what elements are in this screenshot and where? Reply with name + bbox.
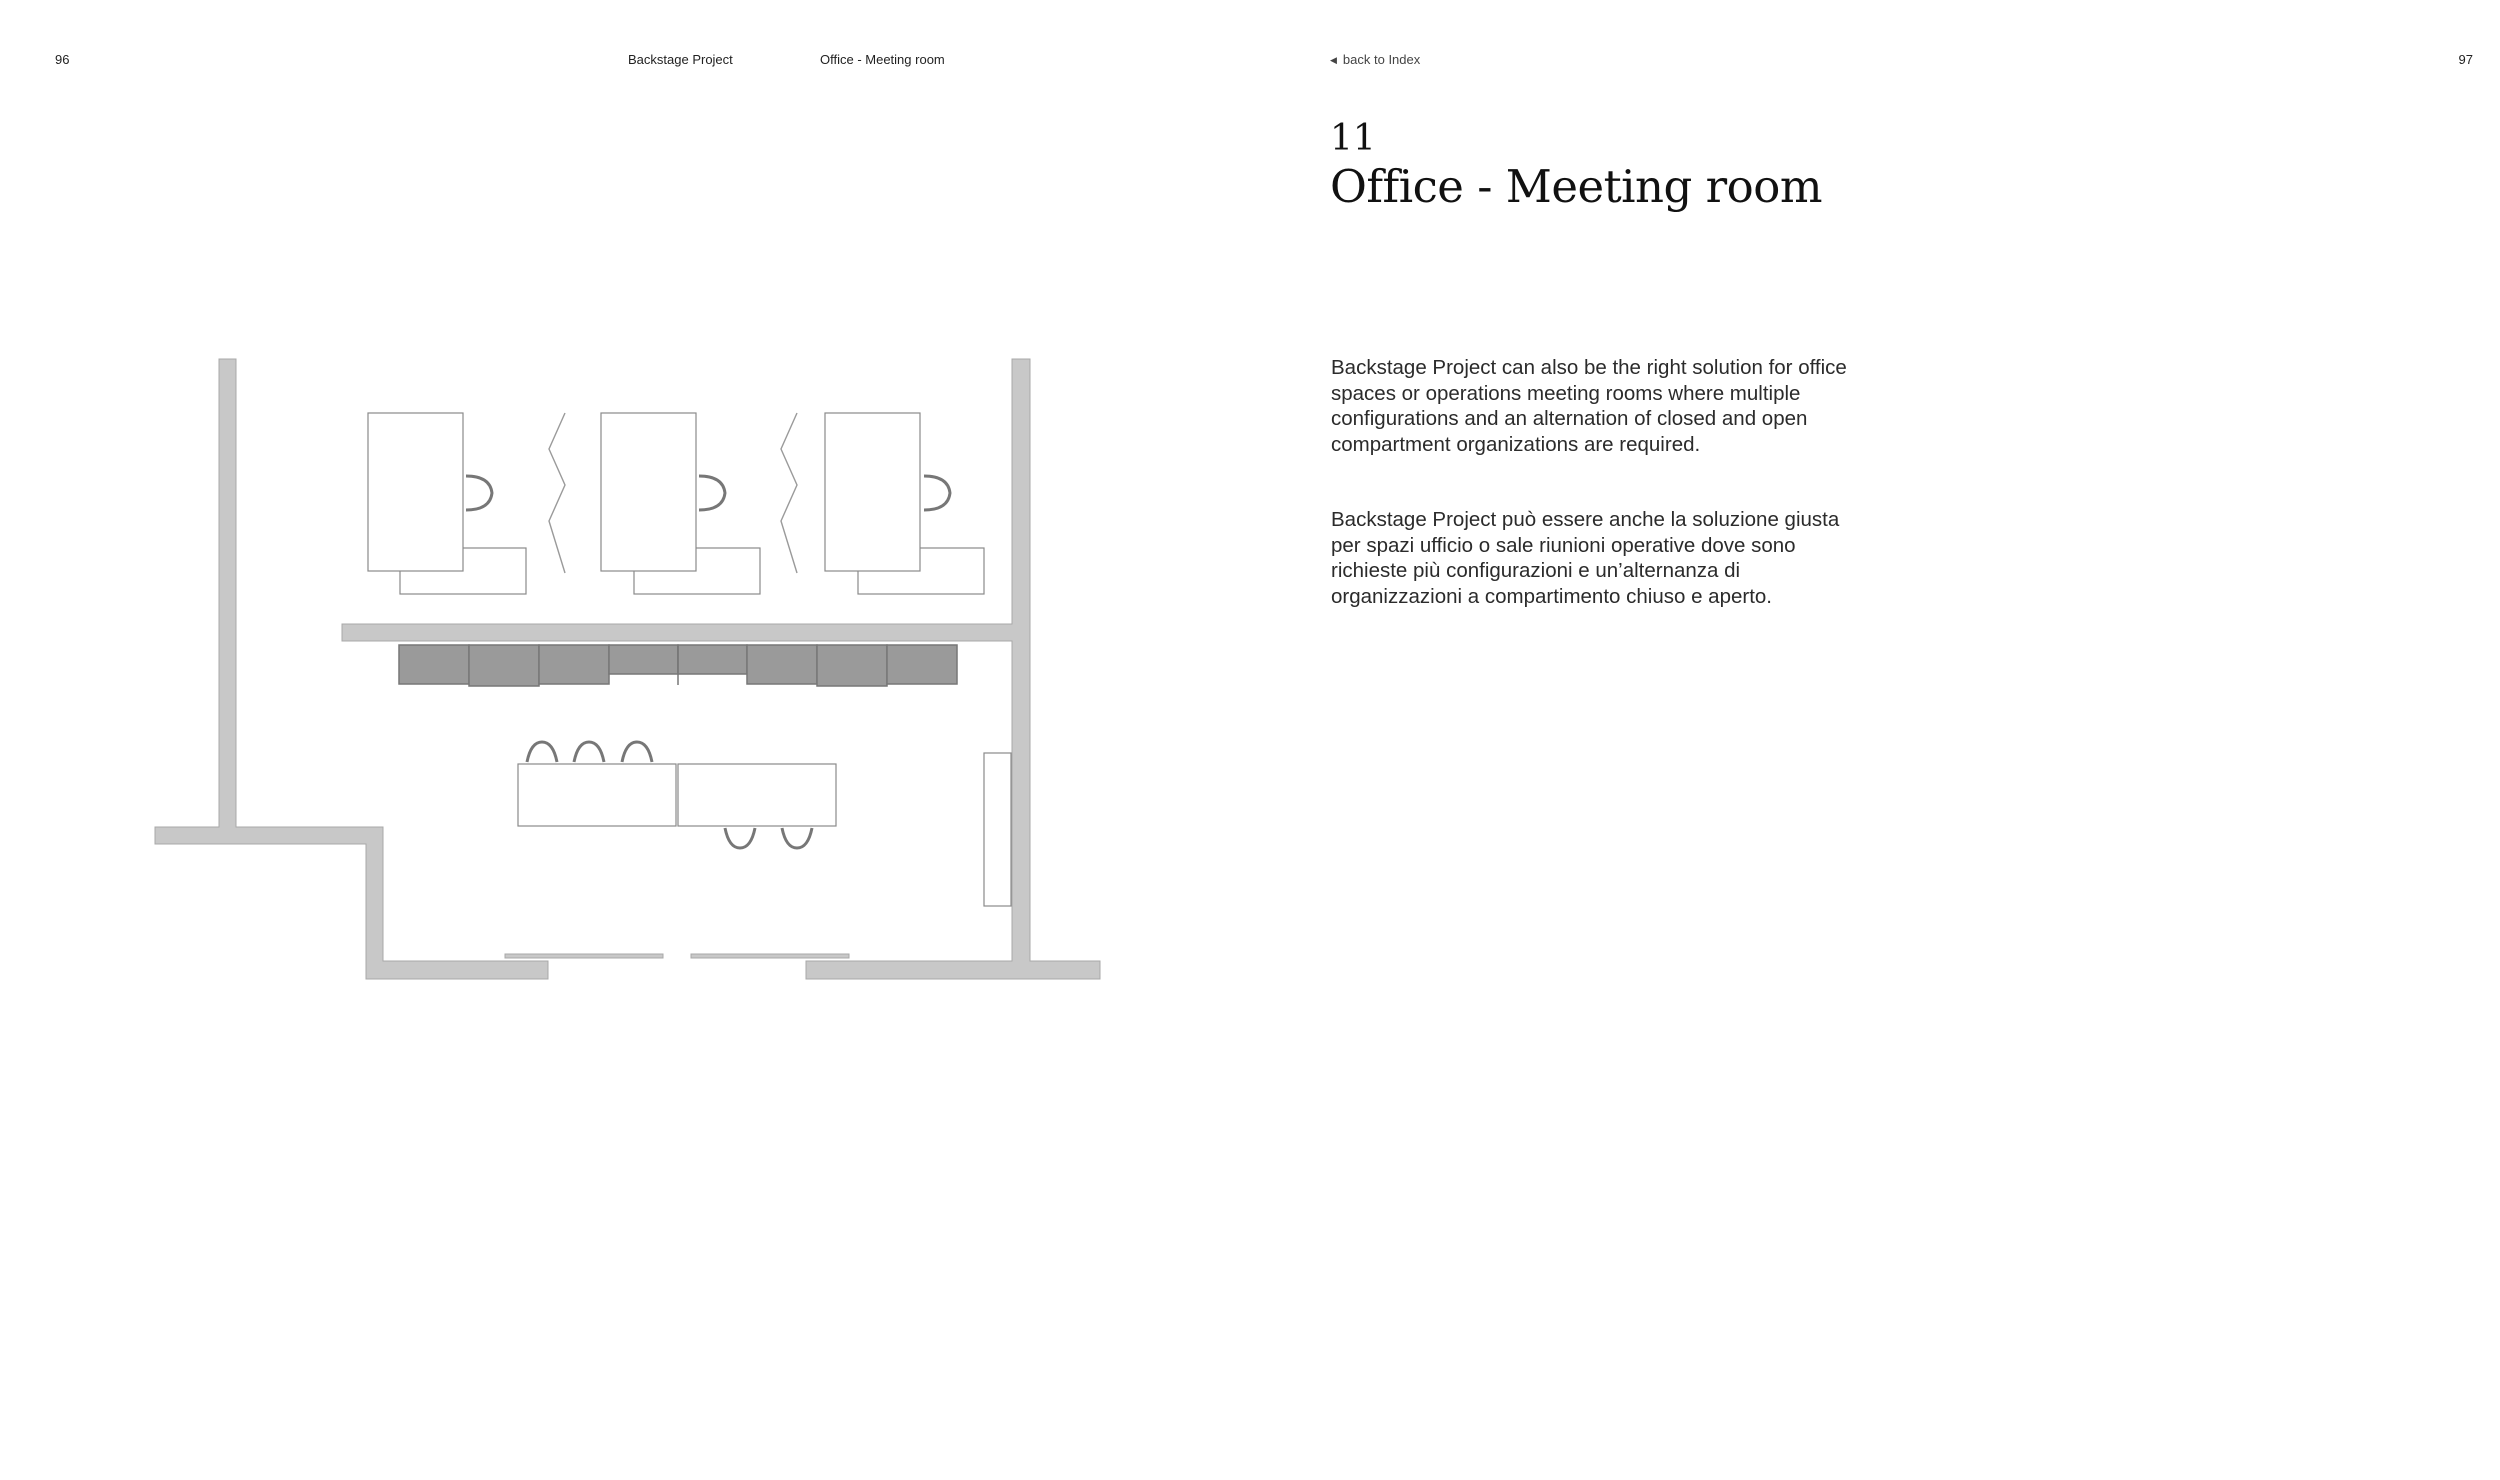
chair-2 (699, 476, 725, 510)
panel-3 (539, 645, 609, 684)
side-cabinet (984, 753, 1011, 906)
backstage-panel-row (399, 645, 957, 686)
panel-1 (399, 645, 469, 684)
floor-plan-drawing (0, 0, 1200, 1100)
chapter-title: Office - Meeting room (1330, 160, 1823, 213)
panel-2 (469, 645, 539, 686)
paragraph-italian: Backstage Project può essere anche la soluzione giusta per spazi ufficio o sale riunioni operative dove sono richieste più configurazioni e un’alternanza di organizzazioni a compartimento chiuso e aperto. (1331, 508, 1840, 608)
paragraph-english: Backstage Project can also be the right solution for office spaces or operations meeting rooms where multiple configurations and an alternation of closed and open compartment organizations are required. (1331, 356, 1847, 456)
meeting-chair-5 (782, 828, 812, 848)
page-number-right: 97 (2458, 52, 2473, 67)
meeting-chair-2 (574, 742, 604, 762)
chair-1 (466, 476, 492, 510)
partition-2 (781, 413, 797, 573)
sliding-doors (505, 954, 849, 958)
back-to-index-label: back to Index (1342, 52, 1421, 67)
desk-3 (825, 413, 920, 571)
page-number-left: 96 (55, 52, 70, 67)
panel-6 (747, 645, 817, 684)
panel-7 (817, 645, 887, 686)
meeting-chair-3 (622, 742, 652, 762)
partition-1 (549, 413, 565, 573)
panel-4 (609, 645, 678, 674)
panel-5 (678, 645, 747, 674)
panel-8 (887, 645, 957, 684)
desk-rows (368, 413, 984, 594)
running-header-section: Office - Meeting room (820, 52, 945, 67)
meeting-tables (518, 764, 836, 826)
chair-3 (924, 476, 950, 510)
meeting-table-right (678, 764, 836, 826)
sliding-door-left (505, 954, 663, 958)
desk-2 (601, 413, 696, 571)
triangle-left-icon: ◀ (1330, 55, 1337, 65)
desk-1 (368, 413, 463, 571)
meeting-table-left (518, 764, 676, 826)
chapter-number: 11 (1330, 118, 1376, 159)
running-header-title: Backstage Project (628, 52, 733, 67)
sliding-door-right (691, 954, 849, 958)
meeting-chair-1 (527, 742, 557, 762)
back-to-index-link[interactable] (1330, 52, 1420, 67)
meeting-chair-4 (725, 828, 755, 848)
